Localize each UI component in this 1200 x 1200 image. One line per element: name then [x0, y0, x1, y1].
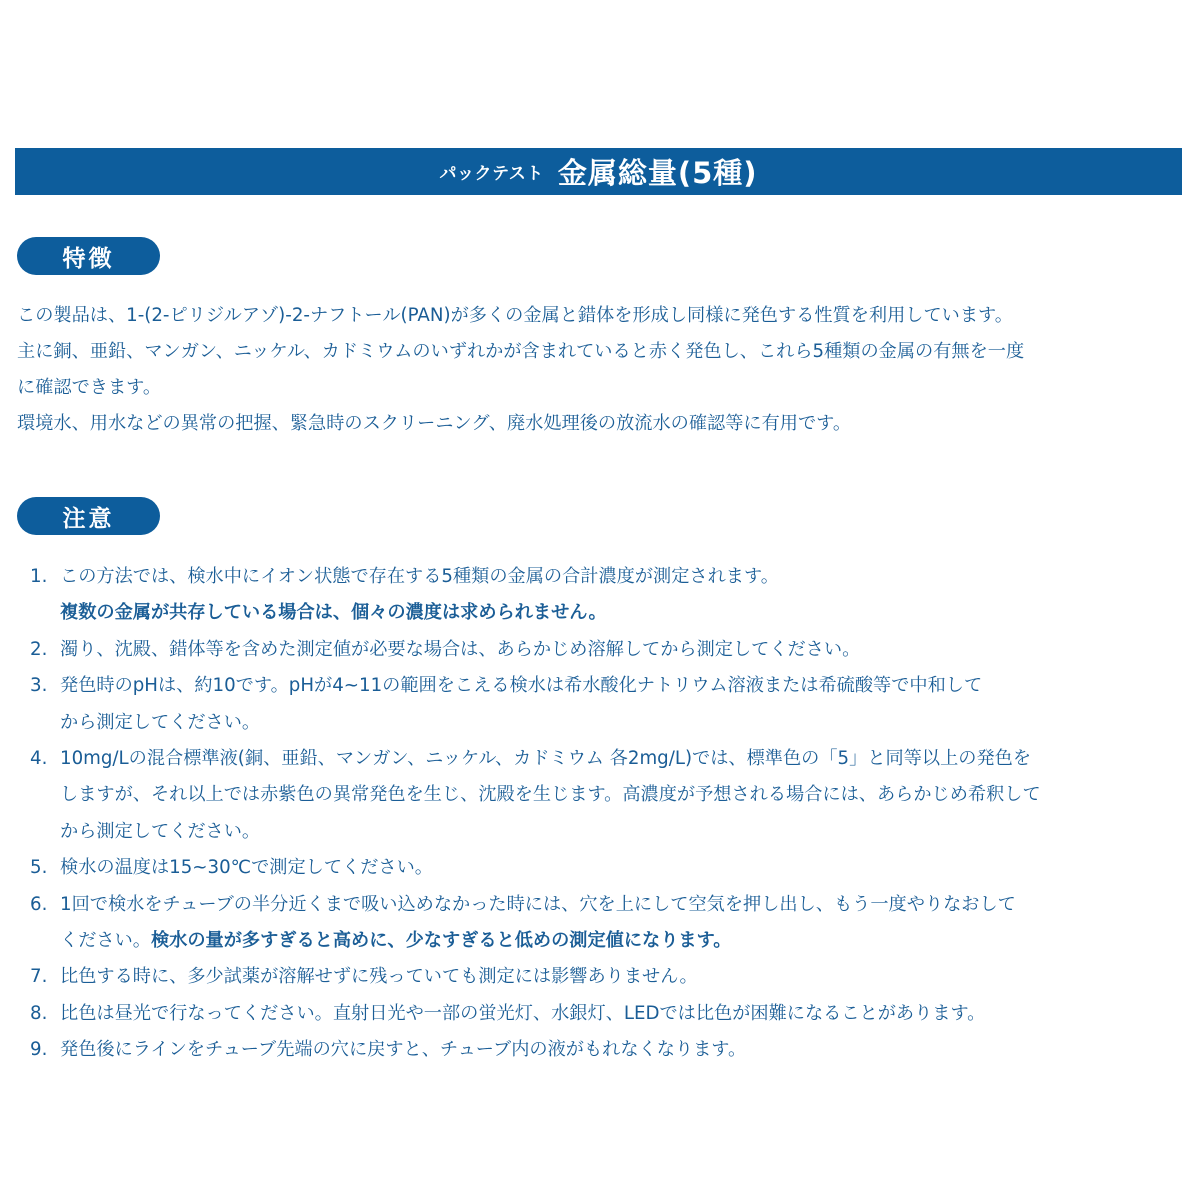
caution-item-text: 10mg/Lの混合標準液(銅、亜鉛、マンガン、ニッケル、カドミウム 各2mg/L)では、標準色の「5」と同等以上の発色を	[60, 748, 1032, 770]
caution-item	[30, 559, 1190, 632]
caution-item	[30, 959, 1190, 995]
caution-item	[30, 632, 1190, 668]
caution-item-number: 9.	[30, 1039, 48, 1061]
caution-item-text: 発色時のpHは、約10です。pHが4~11の範囲をこえる検水は希水酸化ナトリウム溶液または希硫酸等で中和して	[60, 675, 983, 697]
caution-item-text: から測定してください。	[60, 820, 261, 842]
caution-list	[30, 559, 1190, 1069]
caution-item	[30, 887, 1190, 960]
caution-item	[30, 996, 1190, 1032]
caution-item-text: 検水の温度は15~30℃で測定してください。	[60, 857, 433, 879]
caution-item-text: 比色する時に、多少試薬が溶解せずに残っていても測定には影響ありません。	[60, 966, 698, 988]
caution-item-number: 4.	[30, 748, 48, 770]
caution-item-bold-text: 複数の金属が共存している場合は、個々の濃度は求められません。	[60, 602, 607, 624]
caution-item-text: 比色は昼光で行なってください。直射日光や一部の蛍光灯、水銀灯、LEDでは比色が困難になることがあります。	[60, 1002, 986, 1024]
title-prefix: パックテスト	[439, 164, 544, 184]
caution-item-text: から測定してください。	[60, 711, 261, 733]
caution-item-number: 5.	[30, 857, 48, 879]
caution-item-number: 2.	[30, 638, 48, 660]
caution-item-text: この方法では、検水中にイオン状態で存在する5種類の金属の合計濃度が測定されます。	[60, 566, 779, 587]
caution-item	[30, 850, 1190, 886]
caution-item-text: ください。	[60, 930, 151, 952]
caution-item-number: 8.	[30, 1002, 48, 1024]
caution-item	[30, 741, 1190, 850]
caution-section-badge: 注意	[17, 497, 160, 535]
features-text	[17, 298, 1187, 442]
caution-item-bold-text: 検水の量が多すぎると高めに、少なすぎると低めの測定値になります。	[150, 930, 732, 952]
product-title-bar	[15, 148, 1182, 195]
caution-item-number: 1.	[30, 566, 48, 587]
caution-item-number: 7.	[30, 966, 48, 988]
caution-item-text: 発色後にラインをチューブ先端の穴に戻すと、チューブ内の液がもれなくなります。	[60, 1039, 747, 1061]
features-line: 環境水、用水などの異常の把握、緊急時のスクリーニング、廃水処理後の放流水の確認等に有用です。	[17, 413, 852, 434]
features-line: この製品は、1-(2-ピリジルアゾ)-2-ナフトール(PAN)が多くの金属と錯体を形成し同様に発色する性質を利用しています。	[17, 305, 1013, 326]
caution-item-text: しますが、それ以上では赤紫色の異常発色を生じ、沈殿を生じます。高濃度が予想される場合には、あらかじめ希釈して	[60, 784, 1041, 806]
features-line: 主に銅、亜鉛、マンガン、ニッケル、カドミウムのいずれかが含まれていると赤く発色し、これら5種類の金属の有無を一度	[17, 341, 1025, 362]
page-title: 金属総量(5種)	[557, 156, 758, 190]
caution-item-number: 6.	[30, 893, 48, 915]
caution-item	[30, 668, 1190, 741]
caution-item-number: 3.	[30, 675, 48, 697]
caution-item-text: 1回で検水をチューブの半分近くまで吸い込めなかった時には、穴を上にして空気を押し出し、もう一度やりなおして	[60, 893, 1016, 915]
caution-item	[30, 1032, 1190, 1068]
caution-item-text-row	[60, 923, 1190, 959]
features-line: に確認できます。	[17, 377, 162, 398]
caution-item-text: 濁り、沈殿、錯体等を含めた測定値が必要な場合は、あらかじめ溶解してから測定してください。	[60, 638, 861, 660]
features-section-badge: 特徴	[17, 237, 160, 275]
